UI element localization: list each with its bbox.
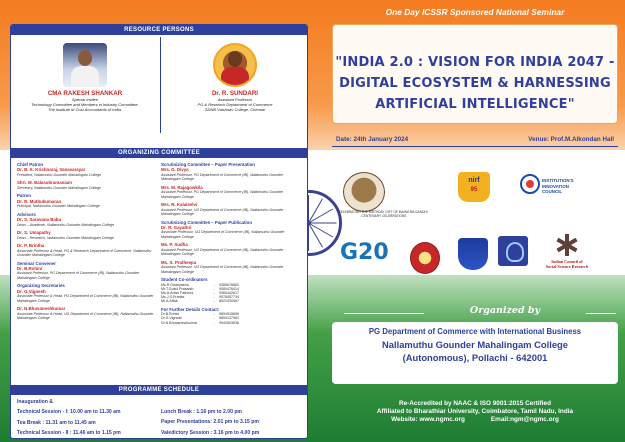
person-role: Special Invitee (71, 97, 98, 102)
email-link[interactable]: Email:ngm@ngmc.org (490, 416, 559, 424)
seminar-venue: Venue: Prof.M.Alkondan Hall (528, 136, 614, 143)
contact-details: For Further Details Contact: Dr.B.Rohini - 9894915659 Dr.G.Vignesh - 9894137961 Dr.N.Bhuvaneshkumar - 9942603536 (161, 307, 303, 325)
accreditation-info (332, 400, 618, 425)
speaker-photo-icon (213, 43, 257, 87)
divider (332, 146, 618, 147)
list-item: Mr.A.Aftab - 8921030567 (161, 299, 239, 304)
committee-member: Scrutinizing Committee – Paper Publication Dr. R. Gayathri Associate Professor, UG Department of Commerce (IB), Nallamuthu Gounder Mahalingam College (161, 219, 285, 239)
seminar-title-line: ARTIFICIAL INTELLIGENCE" (375, 97, 575, 112)
schedule-item: Tea Break : 11.31 am to 11.45 am (17, 419, 96, 426)
logo-row-2 (340, 232, 620, 292)
resource-persons (11, 37, 307, 137)
committee-member: Dr. N.Bhuvaneshkumar Associate Professor & Head, UG Department of Commerce (IB), Nallamuthu Gounder Mahalingam College (17, 306, 154, 321)
person-role: SDNB Vaishnav College, Chennai (204, 107, 266, 112)
list-item: Dr.N.Bhuvaneshkumar - 9942603536 (161, 320, 239, 325)
divider (586, 313, 616, 314)
divider (160, 37, 161, 133)
schedule-item: Inauguration & (17, 399, 53, 405)
person-name: Dr. R. SUNDARI (211, 90, 259, 97)
committee-member: Chief Patron Dr. B. K. Krishnaraj, Vanavarayar President, Nallamuthu Gounder Mahalingam College (17, 162, 102, 177)
committee-column-1 (17, 162, 159, 324)
committee-member: Ms. S. Pratheepa Assistant Professor, UG Department of Commerce (IB), Nallamuthu Gounder Mahalingam College (161, 259, 284, 274)
committee-member: Seminar Convener Dr. B.Rohini Assistant Professor, PG Department of Commerce (IB), Nallamuthu Gounder Mahalingam College (17, 260, 140, 280)
college-emblem-icon (410, 242, 440, 274)
left-panel (10, 24, 308, 439)
list-item: Dr.G.Vignesh - 9894137961 (161, 316, 239, 321)
speaker-photo-icon (63, 43, 107, 87)
resource-persons-heading: RESOURCE PERSONS (11, 25, 307, 35)
list-item: Ms.J.S.Pranita - 9578457734 (161, 295, 239, 300)
organizer-college: Nallamuthu Gounder Mahalingam College (382, 339, 568, 350)
list-item: Ms.A.Anish Fathima - 9360442617 (161, 291, 239, 296)
accreditation-line: Re-Accredited by NAAC & ISO 9001:2015 Certified (398, 400, 551, 407)
seminar-date: Date: 24th January 2024 (336, 136, 409, 143)
schedule-item: Lunch Break : 1.16 pm to 2.00 pm (161, 409, 242, 415)
programme-schedule-heading: PROGRAMME SCHEDULE (11, 385, 307, 395)
committee-member: Mrs. M. Rajagowkila Assistant Professor, PG Department of Commerce (IB), Nallamuthu Gounder Mahalingam College (161, 184, 284, 199)
committee-member: Advisors Dr. S. Saravana Babu Dean – Academic, Nallamuthu Gounder Mahalingam College (17, 211, 115, 227)
schedule-column-2 (161, 407, 259, 438)
list-item: Ms.R.Dhanyasha - 9385676862 (161, 282, 239, 287)
organizer-box (332, 322, 618, 384)
icssr-logo-icon: Indian Council of Social Science Research (547, 234, 587, 288)
logo-row-1 (340, 172, 620, 222)
organizer-department: PG Department of Commerce with International Business (368, 327, 582, 336)
divider (344, 313, 424, 314)
seminar-title-line: "INDIA 2.0 : VISION FOR INDIA 2047 - (335, 55, 615, 70)
committee-member: Dr. S. Umapathy Dean – Research, Nallamuthu Gounder Mahalingam College (17, 230, 114, 240)
person-role: The Institute of Cost Accountants of India. (47, 107, 123, 112)
seminar-title-box (332, 24, 618, 124)
organizing-committee-heading: ORGANIZING COMMITTEE (11, 148, 307, 158)
website-link[interactable]: Website: www.ngmc.org (391, 416, 465, 424)
organized-by-label: Organized by (469, 305, 541, 316)
schedule-item: Technical Session - I: 10.00 am to 11.30 am (17, 409, 121, 416)
student-coordinators: Student Co-ordinators Ms.R.Dhanyasha - 9385676862 Mr.T.Gokul Prasanth - 9080476414 Ms.A.Anish Fathima - 9360442617 Ms.J.S.Pranita - 9578457734 Mr.A.Aftab - 8921030567 (161, 277, 303, 303)
list-item: Mr.T.Gokul Prasanth - 9080476414 (161, 286, 239, 291)
schedule-item: Valedictory Session : 3.16 pm to 4.00 pm (161, 429, 260, 436)
ai-head-icon (498, 236, 528, 266)
date-venue-row (332, 136, 618, 143)
gandhi-logo-icon (338, 172, 428, 218)
committee-member: Scrutinizing Committee – Paper Presentation Mrs. D. Divya Assistant Professor, PG Department of Commerce (IB), Nallamuthu Gounder Mahalingam College (161, 162, 284, 182)
person-role: Assistant Professor (217, 97, 253, 102)
person-name: CMA RAKESH SHANKAR (47, 90, 123, 97)
committee-member: Shri. M. Balasubramaniam Secretary, Nallamuthu Gounder Mahalingam College (17, 180, 102, 190)
committee-member: Ms. P. Sudha Assistant Professor, UG Department of Commerce (IB), Nallamuthu Gounder Mahalingam College (161, 242, 284, 257)
committee-member: Mrs. R. Kalaiselvi Assistant Professor, UG Department of Commerce (IB), Nallamuthu Gounder Mahalingam College (161, 202, 284, 217)
resource-person-2 (161, 37, 308, 112)
nirf-logo-icon: nirf 95 (458, 172, 490, 210)
schedule-item: Paper Presentations: 2.01 pm to 3.15 pm (161, 419, 259, 426)
schedule-item: Technical Session - II : 11.46 am to 1.15 pm (17, 430, 121, 437)
committee-member: Patron Dr. R. Muthukumaran Principal, Nallamuthu Gounder Mahalingam College (17, 193, 100, 209)
committee-column-2 (161, 162, 303, 328)
seminar-title-line: DIGITAL ECOSYSTEM & HARNESSING (339, 76, 611, 91)
seminar-banner: One Day ICSSR Sponsored National Seminar (385, 7, 565, 17)
schedule-column-1 (17, 397, 121, 439)
person-role: PG & Research Department of Commerce (197, 102, 273, 107)
logo-caption: CELEBRATING THE BIRTHDAY GIFT OF MAHATMA GANDHI - CENTENARY CELEBRATIONS (338, 210, 428, 218)
organizer-location: (Autonomous), Pollachi - 642001 (402, 352, 548, 363)
university-emblem-icon (458, 238, 488, 270)
affiliation-line: Affiliated to Bharathiar University, Coimbatore, Tamil Nadu, India (376, 408, 574, 416)
iic-logo-icon: INSTITUTION'S INNOVATION COUNCIL (520, 172, 610, 212)
list-item: Dr.B.Rohini - 9894915659 (161, 312, 239, 317)
person-role: Technology Committee and Members in Industry Committee, (31, 102, 139, 107)
resource-person-1 (11, 37, 159, 112)
committee-member: Dr. P. Brintha Associate Professor & Head, PG & Research Department of Commerce, Nallamuthu Gounder Mahalingam College (17, 243, 152, 258)
committee-member: Organizing Secretaries Dr. G.Vignesh Associate Professor & Head, PG Department of Commerce (IB), Nallamuthu Gounder Mahalingam College (17, 283, 154, 303)
g20-logo-icon: G20 (340, 240, 389, 265)
